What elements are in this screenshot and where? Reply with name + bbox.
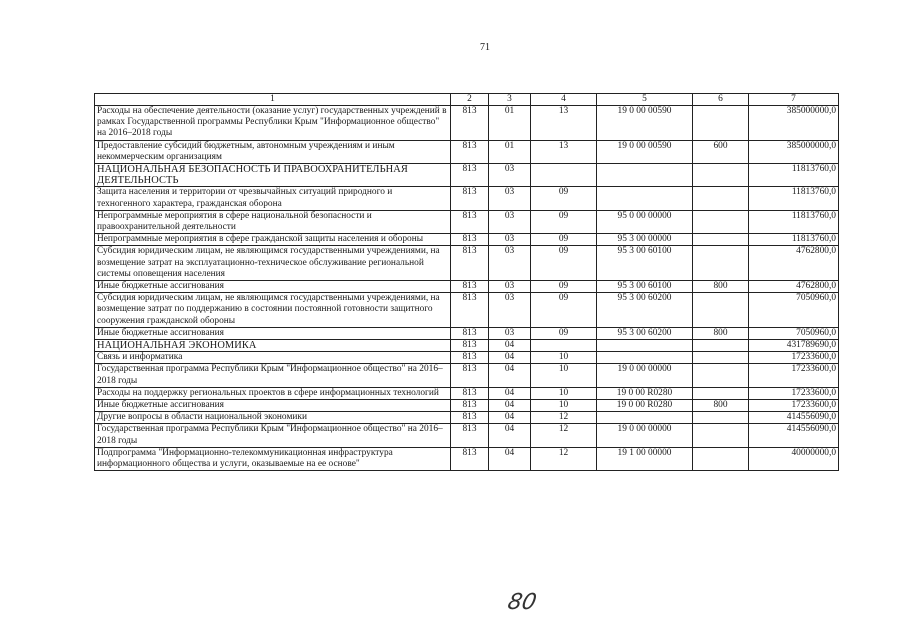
section-code-cell: 03 — [489, 210, 531, 233]
row-name-cell: Непрограммные мероприятия в сфере национальной безопасности и правоохранительной деятельности — [95, 210, 451, 233]
expense-type-code-cell — [693, 340, 749, 352]
target-article-code-cell: 95 3 00 60200 — [597, 293, 693, 328]
column-header: 5 — [597, 94, 693, 106]
column-header: 7 — [749, 94, 839, 106]
ministry-code-cell: 813 — [451, 187, 489, 210]
amount-cell: 4762800,0 — [749, 281, 839, 293]
section-code-cell: 04 — [489, 447, 531, 470]
amount-cell: 414556090,0 — [749, 424, 839, 447]
target-article-code-cell — [597, 187, 693, 210]
ministry-code-cell: 813 — [451, 293, 489, 328]
amount-cell: 385000000,0 — [749, 106, 839, 141]
row-name-cell: Предоставление субсидий бюджетным, автономным учреждениям и иным некоммерческим организациям — [95, 140, 451, 163]
table-row — [95, 400, 839, 412]
ministry-code-cell: 813 — [451, 400, 489, 412]
amount-cell: 414556090,0 — [749, 412, 839, 424]
amount-cell: 385000000,0 — [749, 140, 839, 163]
amount-cell: 7050960,0 — [749, 327, 839, 339]
table-row — [95, 281, 839, 293]
section-code-cell: 04 — [489, 340, 531, 352]
amount-cell: 11813760,0 — [749, 234, 839, 246]
section-code-cell: 03 — [489, 293, 531, 328]
section-code-cell: 03 — [489, 246, 531, 281]
target-article-code-cell — [597, 352, 693, 364]
section-code-cell: 03 — [489, 164, 531, 187]
subsection-code-cell: 10 — [531, 400, 597, 412]
expense-type-code-cell — [693, 234, 749, 246]
row-name-cell: Субсидия юридическим лицам, не являющимся государственными учреждениями, на возмещение затрат по поддержанию в состоянии постоянной готовности защитного сооружения гражданской обороны — [95, 293, 451, 328]
expense-type-code-cell: 800 — [693, 400, 749, 412]
ministry-code-cell: 813 — [451, 140, 489, 163]
target-article-code-cell: 19 0 00 00590 — [597, 106, 693, 141]
section-code-cell: 03 — [489, 234, 531, 246]
amount-cell: 40000000,0 — [749, 447, 839, 470]
amount-cell: 17233600,0 — [749, 352, 839, 364]
subsection-code-cell: 12 — [531, 424, 597, 447]
section-code-cell: 03 — [489, 327, 531, 339]
ministry-code-cell: 813 — [451, 387, 489, 399]
expense-type-code-cell — [693, 352, 749, 364]
section-code-cell: 04 — [489, 387, 531, 399]
ministry-code-cell: 813 — [451, 412, 489, 424]
subsection-code-cell: 09 — [531, 293, 597, 328]
column-number-row — [95, 94, 839, 106]
ministry-code-cell: 813 — [451, 447, 489, 470]
handwritten-page-number: 80 — [505, 590, 539, 615]
ministry-code-cell: 813 — [451, 364, 489, 387]
subsection-code-cell — [531, 164, 597, 187]
subsection-code-cell: 13 — [531, 106, 597, 141]
row-name-cell: НАЦИОНАЛЬНАЯ ЭКОНОМИКА — [95, 340, 451, 352]
target-article-code-cell: 19 0 00 00000 — [597, 364, 693, 387]
section-code-cell: 04 — [489, 412, 531, 424]
subsection-code-cell: 10 — [531, 387, 597, 399]
section-code-cell: 04 — [489, 400, 531, 412]
target-article-code-cell — [597, 340, 693, 352]
subsection-code-cell — [531, 340, 597, 352]
subsection-code-cell: 12 — [531, 447, 597, 470]
table-row — [95, 140, 839, 163]
row-name-cell: Связь и информатика — [95, 352, 451, 364]
row-name-cell: Расходы на поддержку региональных проектов в сфере информационных технологий — [95, 387, 451, 399]
target-article-code-cell: 95 3 00 60200 — [597, 327, 693, 339]
section-code-cell: 04 — [489, 424, 531, 447]
ministry-code-cell: 813 — [451, 424, 489, 447]
column-header: 1 — [95, 94, 451, 106]
amount-cell: 17233600,0 — [749, 400, 839, 412]
target-article-code-cell: 95 3 00 60100 — [597, 281, 693, 293]
expense-type-code-cell — [693, 447, 749, 470]
column-header: 4 — [531, 94, 597, 106]
row-name-cell: Иные бюджетные ассигнования — [95, 327, 451, 339]
amount-cell: 4762800,0 — [749, 246, 839, 281]
table-row — [95, 187, 839, 210]
table-row — [95, 424, 839, 447]
table-row — [95, 447, 839, 470]
amount-cell: 11813760,0 — [749, 164, 839, 187]
row-name-cell: Расходы на обеспечение деятельности (оказание услуг) государственных учреждений в рамках Государственной программы Республики Крым "Информационное общество" на 2016–2018 годы — [95, 106, 451, 141]
target-article-code-cell: 95 3 00 00000 — [597, 234, 693, 246]
table-row — [95, 387, 839, 399]
expense-type-code-cell — [693, 246, 749, 281]
amount-cell: 11813760,0 — [749, 210, 839, 233]
expense-type-code-cell — [693, 412, 749, 424]
table-row — [95, 327, 839, 339]
table-row — [95, 293, 839, 328]
subsection-code-cell: 09 — [531, 246, 597, 281]
table-row — [95, 352, 839, 364]
table-row — [95, 164, 839, 187]
section-code-cell: 04 — [489, 352, 531, 364]
section-code-cell: 01 — [489, 140, 531, 163]
budget-table — [94, 93, 839, 471]
expense-type-code-cell: 600 — [693, 140, 749, 163]
subsection-code-cell: 13 — [531, 140, 597, 163]
table-row — [95, 340, 839, 352]
row-name-cell: Государственная программа Республики Крым "Информационное общество" на 2016–2018 годы — [95, 364, 451, 387]
table-row — [95, 246, 839, 281]
target-article-code-cell: 95 0 00 00000 — [597, 210, 693, 233]
target-article-code-cell — [597, 164, 693, 187]
target-article-code-cell: 95 3 00 60100 — [597, 246, 693, 281]
subsection-code-cell: 10 — [531, 352, 597, 364]
ministry-code-cell: 813 — [451, 281, 489, 293]
subsection-code-cell: 09 — [531, 327, 597, 339]
ministry-code-cell: 813 — [451, 234, 489, 246]
expense-type-code-cell — [693, 164, 749, 187]
row-name-cell: Иные бюджетные ассигнования — [95, 400, 451, 412]
ministry-code-cell: 813 — [451, 340, 489, 352]
table-row — [95, 412, 839, 424]
subsection-code-cell: 09 — [531, 281, 597, 293]
ministry-code-cell: 813 — [451, 327, 489, 339]
section-code-cell: 01 — [489, 106, 531, 141]
table-row — [95, 106, 839, 141]
section-code-cell: 04 — [489, 364, 531, 387]
subsection-code-cell: 10 — [531, 364, 597, 387]
row-name-cell: Субсидия юридическим лицам, не являющимся государственными учреждениями, на возмещение затрат на эксплуатационно-техническое обслуживание региональной системы оповещения населения — [95, 246, 451, 281]
row-name-cell: Другие вопросы в области национальной экономики — [95, 412, 451, 424]
amount-cell: 17233600,0 — [749, 387, 839, 399]
expense-type-code-cell — [693, 387, 749, 399]
target-article-code-cell: 19 1 00 00000 — [597, 447, 693, 470]
expense-type-code-cell — [693, 187, 749, 210]
page-number: 71 — [480, 42, 490, 53]
row-name-cell: Непрограммные мероприятия в сфере гражданской защиты населения и обороны — [95, 234, 451, 246]
ministry-code-cell: 813 — [451, 246, 489, 281]
target-article-code-cell: 19 0 00 00000 — [597, 424, 693, 447]
expense-type-code-cell — [693, 106, 749, 141]
expense-type-code-cell — [693, 364, 749, 387]
subsection-code-cell: 09 — [531, 234, 597, 246]
expense-type-code-cell — [693, 424, 749, 447]
expense-type-code-cell: 800 — [693, 327, 749, 339]
amount-cell: 11813760,0 — [749, 187, 839, 210]
row-name-cell: Подпрограмма "Информационно-телекоммуникационная инфраструктура информационного общества и услуги, оказываемые на ее основе" — [95, 447, 451, 470]
section-code-cell: 03 — [489, 281, 531, 293]
expense-type-code-cell — [693, 210, 749, 233]
section-code-cell: 03 — [489, 187, 531, 210]
amount-cell: 7050960,0 — [749, 293, 839, 328]
row-name-cell: Государственная программа Республики Крым "Информационное общество" на 2016–2018 годы — [95, 424, 451, 447]
subsection-code-cell: 12 — [531, 412, 597, 424]
ministry-code-cell: 813 — [451, 352, 489, 364]
target-article-code-cell: 19 0 00 R0280 — [597, 387, 693, 399]
expense-type-code-cell — [693, 293, 749, 328]
ministry-code-cell: 813 — [451, 164, 489, 187]
column-header: 2 — [451, 94, 489, 106]
amount-cell: 17233600,0 — [749, 364, 839, 387]
row-name-cell: Защита населения и территории от чрезвычайных ситуаций природного и техногенного характера, гражданская оборона — [95, 187, 451, 210]
table-row — [95, 364, 839, 387]
row-name-cell: НАЦИОНАЛЬНАЯ БЕЗОПАСНОСТЬ И ПРАВООХРАНИТЕЛЬНАЯ ДЕЯТЕЛЬНОСТЬ — [95, 164, 451, 187]
target-article-code-cell — [597, 412, 693, 424]
expense-type-code-cell: 800 — [693, 281, 749, 293]
column-header: 3 — [489, 94, 531, 106]
column-header: 6 — [693, 94, 749, 106]
table-row — [95, 210, 839, 233]
ministry-code-cell: 813 — [451, 106, 489, 141]
target-article-code-cell: 19 0 00 00590 — [597, 140, 693, 163]
subsection-code-cell: 09 — [531, 210, 597, 233]
amount-cell: 431789690,0 — [749, 340, 839, 352]
row-name-cell: Иные бюджетные ассигнования — [95, 281, 451, 293]
target-article-code-cell: 19 0 00 R0280 — [597, 400, 693, 412]
subsection-code-cell: 09 — [531, 187, 597, 210]
table-row — [95, 234, 839, 246]
ministry-code-cell: 813 — [451, 210, 489, 233]
